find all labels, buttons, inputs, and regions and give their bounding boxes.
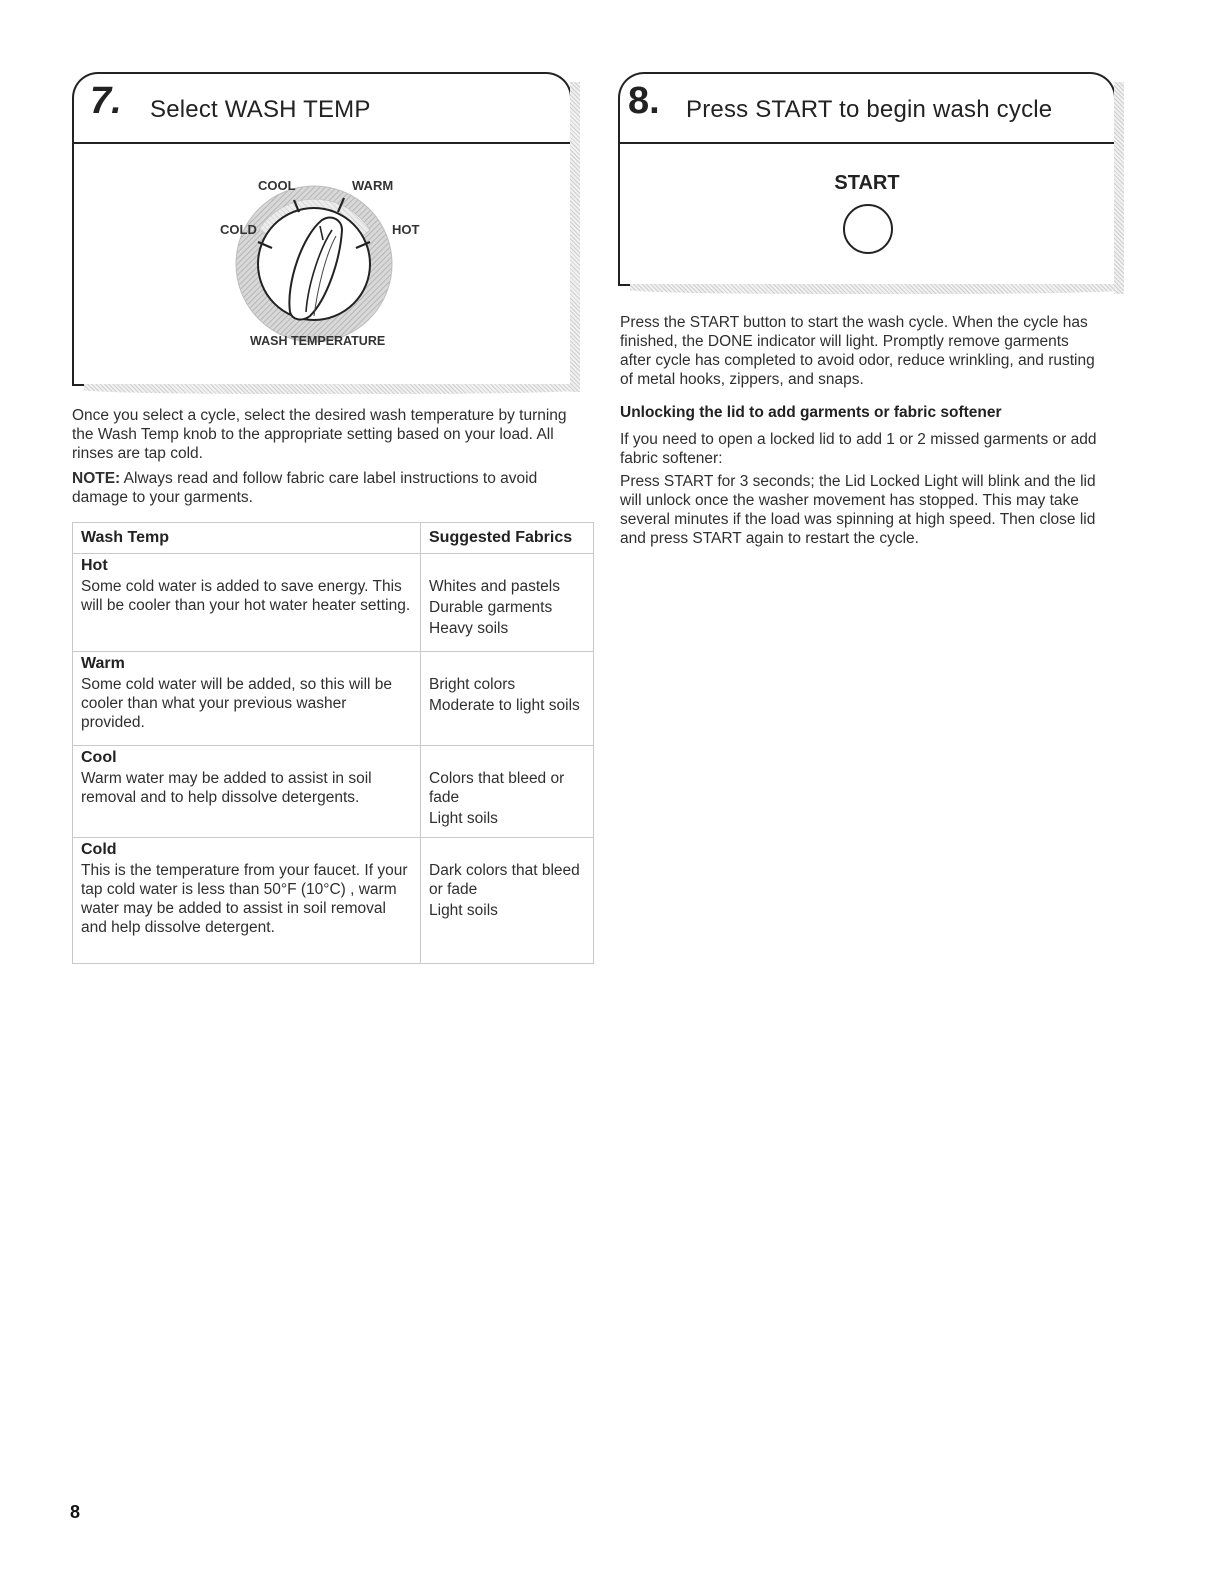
- fabrics-cell: [421, 652, 594, 746]
- fabric-item: Colors that bleed or fade: [429, 770, 565, 806]
- fabrics-cell: [421, 838, 594, 964]
- step8-number: 8.: [628, 80, 660, 122]
- temp-name: Hot: [81, 557, 108, 574]
- fabric-item: Heavy soils: [429, 620, 509, 637]
- page-number: 8: [70, 1502, 81, 1522]
- knob-label-hot: HOT: [392, 222, 420, 237]
- wash-temp-table: [72, 522, 594, 964]
- temp-description: Some cold water will be added, so this will be cooler than what your previous washer provided.: [81, 676, 393, 731]
- temp-cell: [73, 554, 421, 652]
- step7-title: Select WASH TEMP: [150, 96, 371, 123]
- wash-temp-knob-icon: [74, 144, 570, 384]
- table-row: [73, 746, 594, 838]
- step8-para2: Press START for 3 seconds; the Lid Locked Light will blink and the lid will unlock once the washer movement has stopped. This may take several minutes if the load was spinning at high speed. Then close lid and press START again to restart the cycle.: [620, 473, 1096, 547]
- fabric-item: Moderate to light soils: [429, 697, 580, 714]
- step7-number: 7.: [90, 80, 122, 122]
- table-row: [73, 838, 594, 964]
- header-wash-temp: Wash Temp: [73, 523, 421, 554]
- fabric-item: Dark colors that bleed or fade: [429, 862, 580, 898]
- fabric-item: Light soils: [429, 902, 498, 919]
- step8-para1: If you need to open a locked lid to add 1 or 2 missed garments or add fabric softener:: [620, 431, 1097, 467]
- temp-name: Warm: [81, 655, 125, 672]
- temp-name: Cool: [81, 749, 117, 766]
- knob-label-cool: COOL: [258, 178, 296, 193]
- step7-panel: [72, 72, 572, 386]
- fabric-item: Whites and pastels: [429, 578, 560, 595]
- note-text: Always read and follow fabric care label instructions to avoid damage to your garments.: [72, 470, 538, 506]
- fabric-item: Bright colors: [429, 676, 516, 693]
- temp-description: Warm water may be added to assist in soil removal and to help dissolve detergents.: [81, 770, 372, 806]
- temp-description: This is the temperature from your faucet. If your tap cold water is less than 50°F (10°C) , warm water may be added to assist in soil removal and help dissolve detergent.: [81, 862, 408, 936]
- temp-cell: [73, 652, 421, 746]
- fabric-item: Durable garments: [429, 599, 553, 616]
- fabrics-cell: [421, 554, 594, 652]
- step7-note: [72, 469, 542, 507]
- step8-body: Press the START button to start the wash cycle. When the cycle has finished, the DONE indicator will light. Promptly remove garments after cycle has completed to avoid odor, reduce wrinkling, and rusting of metal hooks, zippers, and snaps.: [620, 314, 1095, 388]
- start-label: START: [834, 172, 900, 194]
- knob-label-warm: WARM: [352, 178, 394, 193]
- step8-subheading: Unlocking the lid to add garments or fabric softener: [620, 404, 1002, 421]
- fabric-item: Light soils: [429, 810, 498, 827]
- table-row: [73, 554, 594, 652]
- temp-cell: [73, 838, 421, 964]
- step7-illustration: [72, 142, 572, 386]
- step8-panel: [618, 72, 1116, 286]
- table-header-row: [73, 523, 594, 554]
- step7-intro: Once you select a cycle, select the desired wash temperature by turning the Wash Temp knob to the appropriate setting based on your load. All rinses are tap cold.: [72, 407, 567, 462]
- temp-name: Cold: [81, 841, 117, 858]
- knob-caption: WASH TEMPERATURE: [250, 334, 386, 348]
- temp-description: Some cold water is added to save energy. This will be cooler than your hot water heater setting.: [81, 578, 411, 614]
- step7-shadow-bottom: [84, 384, 580, 394]
- step8-shadow-bottom: [630, 284, 1124, 294]
- header-suggested-fabrics: Suggested Fabrics: [421, 523, 594, 554]
- temp-cell: [73, 746, 421, 838]
- knob-label-cold: COLD: [220, 222, 257, 237]
- table-row: [73, 652, 594, 746]
- step8-shadow-right: [1114, 82, 1124, 294]
- start-button[interactable]: [843, 204, 893, 254]
- step7-shadow-right: [570, 82, 580, 392]
- step7-header: [72, 72, 572, 144]
- step8-illustration: [618, 142, 1116, 286]
- step8-header: [618, 72, 1116, 144]
- step8-title: Press START to begin wash cycle: [686, 96, 1053, 123]
- fabrics-cell: [421, 746, 594, 838]
- note-label: NOTE:: [72, 470, 121, 487]
